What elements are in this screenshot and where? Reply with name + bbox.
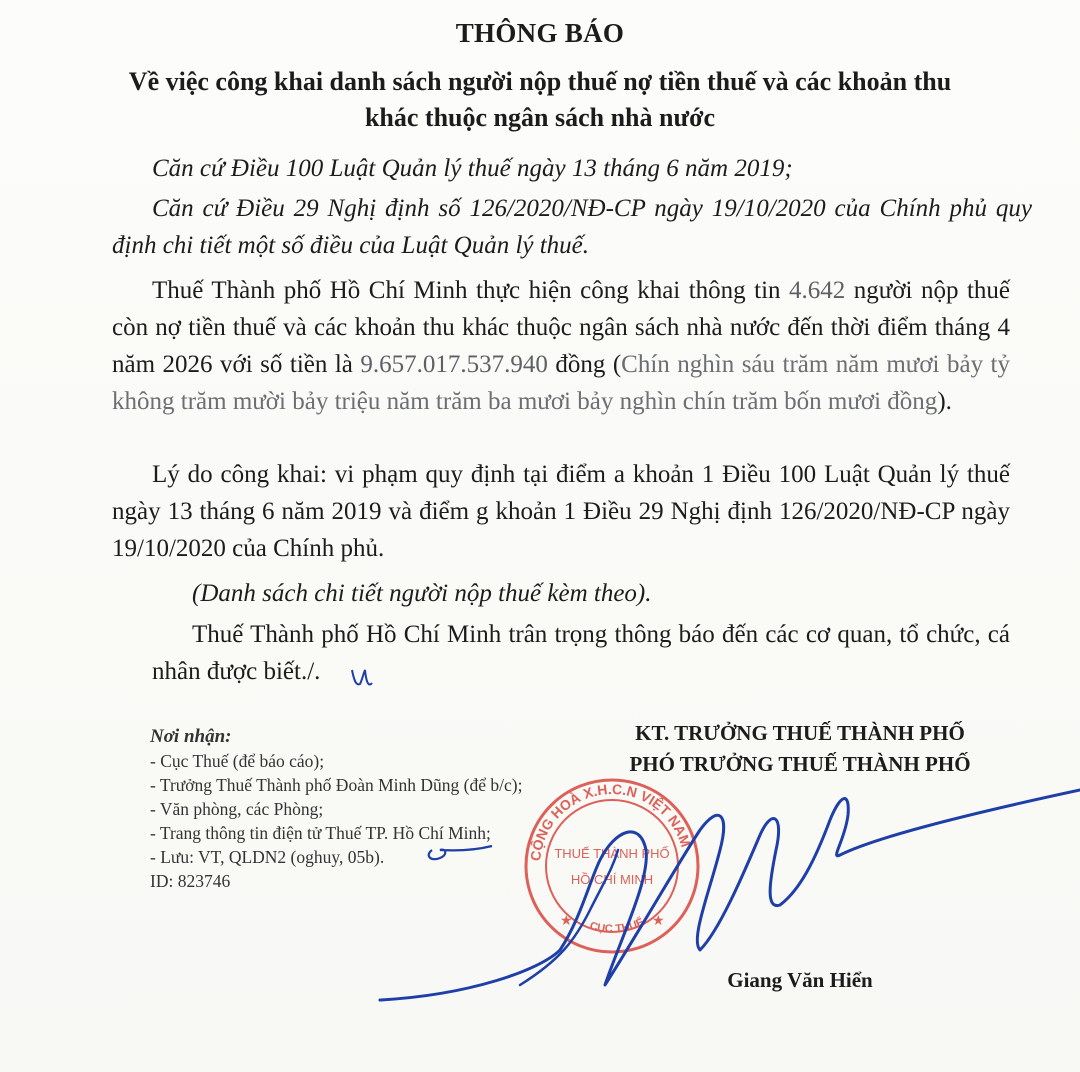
subtitle-line-2: khác thuộc ngân sách nhà nước	[364, 103, 716, 132]
announcement-text-1: Thuế Thành phố Hồ Chí Minh thực hiện công khai thông tin	[152, 277, 790, 304]
recipients-block	[150, 725, 610, 893]
signature-title-line-2: PHÓ TRƯỞNG THUẾ THÀNH PHỐ	[629, 752, 971, 776]
seal-star-icon: ★	[652, 914, 665, 929]
taxpayer-count: 4.642	[789, 277, 846, 304]
document-title: THÔNG BÁO	[455, 18, 625, 48]
seal-inner-line-2: HỒ CHÍ MINH	[570, 872, 654, 887]
recipient-item: - Trưởng Thuế Thành phố Đoàn Minh Dũng (để b/c);	[150, 775, 523, 795]
legal-basis-1: Căn cứ Điều 100 Luật Quản lý thuế ngày 13 tháng 6 năm 2019;	[152, 155, 793, 182]
signature-title-line-1: KT. TRƯỞNG THUẾ THÀNH PHỐ	[635, 721, 965, 745]
closing-paragraph	[152, 616, 1010, 690]
document-subtitle	[60, 64, 1020, 136]
recipient-item: - Trang thông tin điện tử Thuế TP. Hồ Chí Minh;	[150, 823, 491, 843]
recipient-item: - Lưu: VT, QLDN2 (oghuy, 05b).	[150, 847, 385, 867]
seal-outer-text: CỘNG HOÀ X.H.C.N VIỆT NAM	[527, 780, 695, 862]
signature-title-block	[585, 718, 1015, 780]
announcement-text-2: người nộp thuế còn nợ tiền thuế và các khoản thu khác thuộc ngân sách nhà nước đến thời điểm tháng 4 năm 2026 với số tiền là	[112, 277, 1010, 378]
legal-basis-2-text: Căn cứ Điều 29 Nghị định số 126/2020/NĐ-CP ngày 19/10/2020 của Chính phủ quy định chi tiết một số điều của Luật Quản lý thuế.	[112, 195, 1032, 259]
recipient-item: - Cục Thuế (để báo cáo);	[150, 751, 325, 771]
signer-name: Giang Văn Hiển	[727, 968, 873, 992]
legal-basis-2	[112, 190, 1032, 264]
attachment-note: (Danh sách chi tiết người nộp thuế kèm theo).	[192, 580, 652, 607]
seal-inner-line-1: THUẾ THÀNH PHỐ	[554, 846, 670, 861]
seal-bottom-text: CỤC THUẾ	[588, 916, 646, 936]
subtitle-line-1: Về việc công khai danh sách người nộp thuế nợ tiền thuế và các khoản thu	[128, 67, 952, 96]
reason-text: Lý do công khai: vi phạm quy định tại điểm a khoản 1 Điều 100 Luật Quản lý thuế ngày 13 tháng 6 năm 2019 và điểm g khoản 1 Điều 29 Nghị định 126/2020/NĐ-CP ngày 19/10/2020 của Chính phủ.	[112, 461, 1010, 562]
closing-text: Thuế Thành phố Hồ Chí Minh trân trọng thông báo đến các cơ quan, tổ chức, cá nhân được biết./.	[152, 621, 1010, 685]
recipient-item: - Văn phòng, các Phòng;	[150, 799, 324, 819]
announcement-paragraph	[112, 272, 1010, 420]
reason-paragraph	[112, 456, 1010, 567]
recipients-heading: Nơi nhận:	[150, 726, 232, 747]
debt-amount-words: Chín nghìn sáu trăm năm mươi bảy tỷ không trăm mười bảy triệu năm trăm ba mươi bảy nghìn chín trăm bốn mươi đồng	[112, 351, 1011, 415]
announcement-text-3: đồng (	[547, 351, 622, 378]
document-id: ID: 823746	[150, 871, 231, 891]
seal-star-icon: ★	[560, 914, 573, 929]
debt-amount: 9.657.017.537.940	[360, 351, 548, 378]
announcement-text-4: ).	[937, 388, 952, 415]
